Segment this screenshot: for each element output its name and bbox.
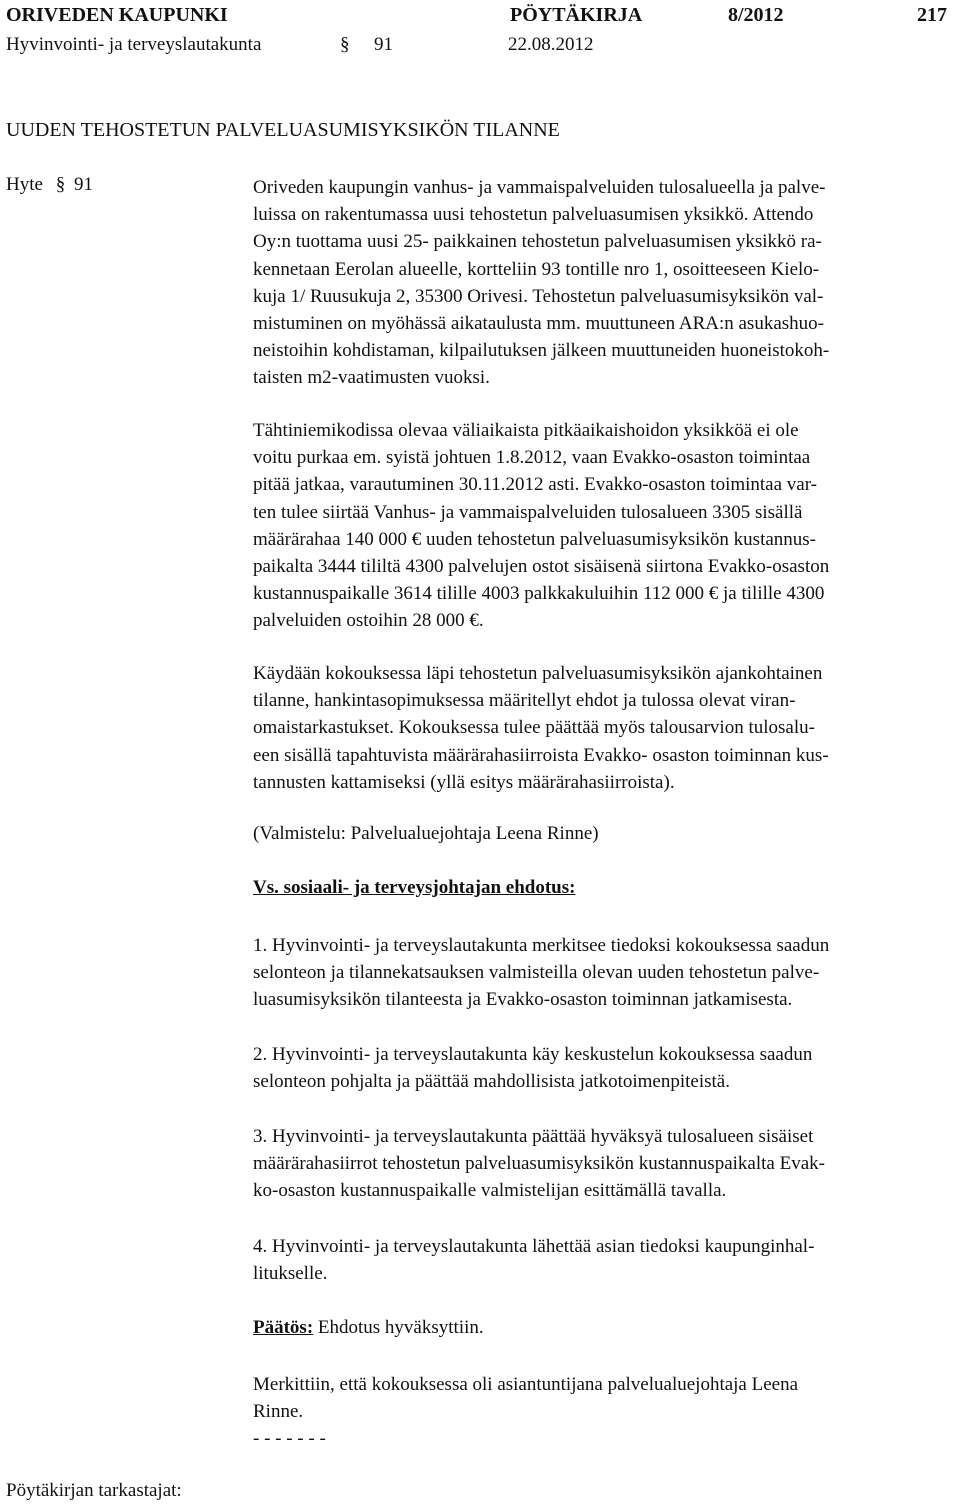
margin-label: [6, 174, 93, 196]
paragraph-1: [253, 174, 955, 392]
paragraph-line: tannusten kattamiseksi (yllä esitys määrärahasiirroista).: [253, 771, 675, 793]
paragraph-line: taisten m2-vaatimusten vuoksi.: [253, 367, 490, 389]
paragraph-line: 4. Hyvinvointi- ja terveyslautakunta lähettää asian tiedoksi kaupunginhal-: [253, 1236, 815, 1257]
paragraph-line: Tähtiniemikodissa olevaa väliaikaista pitkäaikaishoidon yksikköä ei ole: [253, 420, 799, 441]
paragraph-line: Käydään kokouksessa läpi tehostetun palveluasumisyksikön ajankohtainen: [253, 663, 823, 684]
paragraph-line: selonteon pohjalta ja päättää mahdollisista jatkotoimenpiteistä.: [253, 1071, 730, 1093]
paragraph-line: määrärahasiirrot tehostetun palveluasumisyksikön kustannuspaikalta Evak-: [253, 1153, 825, 1175]
document-type: PÖYTÄKIRJA: [510, 4, 643, 26]
meeting-date: 22.08.2012: [508, 34, 594, 55]
proposal-heading: Vs. sosiaali- ja terveysjohtajan ehdotus:: [253, 877, 576, 898]
decision-text: Ehdotus hyväksyttiin.: [313, 1317, 484, 1338]
paragraph-3: [253, 660, 955, 796]
margin-label-prefix: Hyte: [6, 174, 43, 195]
paragraph-line: 2. Hyvinvointi- ja terveyslautakunta käy keskustelun kokouksessa saadun: [253, 1044, 813, 1065]
board-name: Hyvinvointi- ja terveyslautakunta: [6, 34, 262, 55]
paragraph-line: määrärahaa 140 000 € uuden tehostetun palveluasumisyksikön kustannus-: [253, 528, 817, 550]
paragraph-line: 1. Hyvinvointi- ja terveyslautakunta merkitsee tiedoksi kokouksessa saadun: [253, 935, 830, 956]
document-issue: 8/2012: [728, 4, 784, 26]
paragraph-line: 3. Hyvinvointi- ja terveyslautakunta päättää hyväksyä tulosalueen sisäiset: [253, 1126, 814, 1147]
paragraph-line: kennetaan Eerolan alueelle, kortteliin 93 tontille nro 1, osoitteeseen Kielo-: [253, 258, 820, 280]
preparer-note: (Valmistelu: Palvelualuejohtaja Leena Rinne): [253, 823, 599, 844]
paragraph-line: Oriveden kaupungin vanhus- ja vammaispalveluiden tulosalueella ja palve-: [253, 177, 826, 198]
section-number: 91: [374, 34, 393, 55]
paragraph-line: palveluiden ostoihin 28 000 €.: [253, 610, 484, 632]
paragraph-line: Merkittiin, että kokouksessa oli asiantuntijana palvelualuejohtaja Leena: [253, 1374, 799, 1395]
proposal-item-2: [253, 1041, 955, 1095]
margin-label-section-sign: §: [55, 174, 66, 195]
page-number: 217: [917, 4, 947, 26]
paragraph-line: luissa on rakentumassa uusi tehostetun palveluasumisen yksikkö. Attendo: [253, 204, 814, 226]
page-title: UUDEN TEHOSTETUN PALVELUASUMISYKSIKÖN TILANNE: [6, 119, 560, 141]
expert-note: [253, 1371, 955, 1453]
paragraph-line: mistuminen on myöhässä aikataulusta mm. muuttuneen ARA:n asukashuo-: [253, 313, 824, 335]
paragraph-line: een sisällä tapahtuvista määrärahasiirroista Evakko- osaston toiminnan kus-: [253, 744, 829, 766]
paragraph-line: litukselle.: [253, 1263, 328, 1285]
paragraph-2: [253, 417, 955, 635]
section-sign: §: [340, 34, 350, 55]
paragraph-line: kustannuspaikalle 3614 tilille 4003 palkkakuluihin 112 000 € ja tilille 4300: [253, 583, 825, 605]
paragraph-line: Oy:n tuottama uusi 25- paikkainen tehostetun palveluasumisen yksikkö ra-: [253, 231, 822, 253]
paragraph-line: ten tulee siirtää Vanhus- ja vammaispalveluiden tulosalueen 3305 sisällä: [253, 501, 803, 523]
paragraph-line: omaistarkastukset. Kokouksessa tulee päättää myös talousarvion tulosalu-: [253, 717, 815, 739]
paragraph-line: selonteon ja tilannekatsauksen valmisteilla olevan uuden tehostetun palve-: [253, 962, 820, 984]
paragraph-line: ko-osaston kustannuspaikalle valmistelijan esittämällä tavalla.: [253, 1180, 727, 1202]
decision: [253, 1317, 484, 1339]
proposal-item-1: [253, 932, 955, 1014]
paragraph-line: pitää jatkaa, varautuminen 30.11.2012 asti. Evakko-osaston toimintaa var-: [253, 474, 818, 496]
paragraph-line: kuja 1/ Ruusukuja 2, 35300 Orivesi. Tehostetun palveluasumisyksikön val-: [253, 285, 824, 307]
paragraph-line: Rinne.: [253, 1401, 304, 1423]
minutes-checkers-label: Pöytäkirjan tarkastajat:: [6, 1480, 182, 1501]
decision-label: Päätös:: [253, 1317, 314, 1338]
municipality-name: ORIVEDEN KAUPUNKI: [6, 4, 228, 26]
margin-label-number: 91: [73, 174, 93, 195]
end-dashes: - - - - - - -: [253, 1428, 326, 1450]
paragraph-line: paikalta 3444 tililtä 4300 palvelujen ostot sisäisenä siirtona Evakko-osaston: [253, 556, 830, 578]
paragraph-line: tilanne, hankintasopimuksessa määritellyt ehdot ja tulossa olevat viran-: [253, 690, 796, 712]
proposal-item-3: [253, 1123, 955, 1205]
paragraph-line: voitu purkaa em. syistä johtuen 1.8.2012, vaan Evakko-osaston toimintaa: [253, 447, 811, 469]
proposal-item-4: [253, 1233, 955, 1287]
paragraph-line: neistoihin kohdistaman, kilpailutuksen jälkeen muuttuneiden huoneistokoh-: [253, 340, 830, 362]
paragraph-line: luasumisyksikön tilanteesta ja Evakko-osaston toiminnan jatkamisesta.: [253, 989, 793, 1011]
